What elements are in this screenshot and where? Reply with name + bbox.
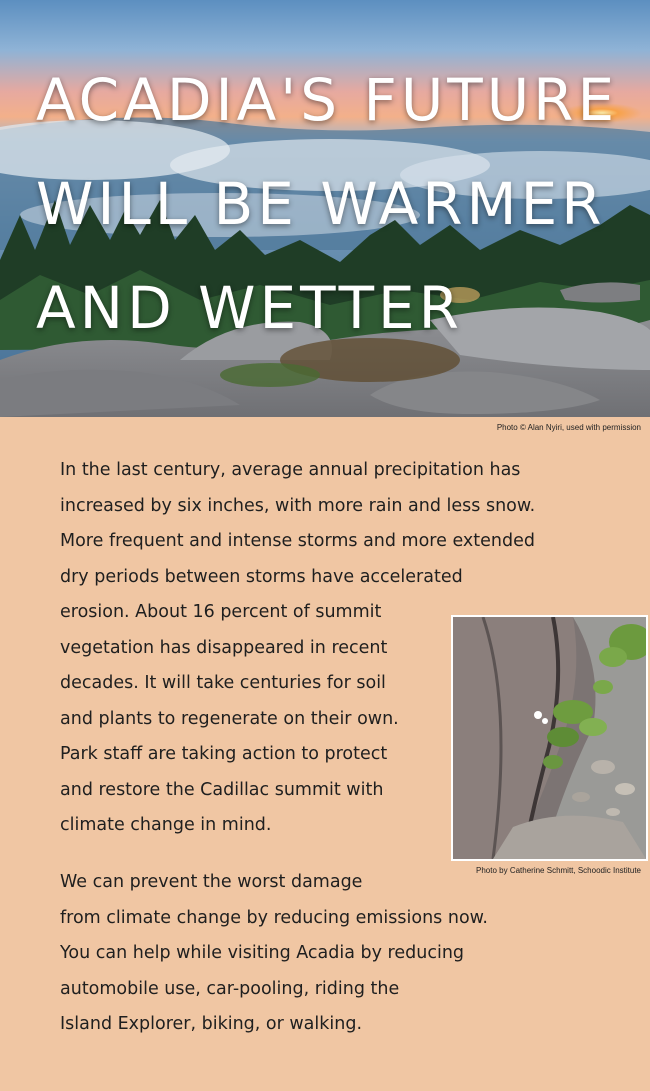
title-line: AND WETTER xyxy=(36,274,463,342)
text-line: Island Explorer, biking, or walking. xyxy=(60,1014,363,1034)
text-line: erosion. About 16 percent of summit xyxy=(60,602,382,622)
inset-photo xyxy=(451,615,648,861)
hero-photo xyxy=(0,0,650,417)
text-line: and plants to regenerate on their own. xyxy=(60,708,399,729)
paragraph-action xyxy=(60,865,488,1043)
summit-plants-illustration xyxy=(453,617,646,859)
text-line: and restore the Cadillac summit with xyxy=(60,779,384,800)
text-line: Park staff are taking action to protect xyxy=(60,744,388,764)
text-line: More frequent and intense storms and more extended xyxy=(60,531,535,551)
text-line: vegetation has disappeared in recent xyxy=(60,637,388,658)
page-title xyxy=(36,48,618,360)
text-line: increased by six inches, with more rain and less snow. xyxy=(60,495,536,516)
text-line: decades. It will take centuries for soil xyxy=(60,673,386,693)
title-line: WILL BE WARMER xyxy=(36,170,606,238)
text-line: climate change in mind. xyxy=(60,815,272,835)
hero-photo-credit: Photo © Alan Nyiri, used with permission xyxy=(496,423,641,432)
text-line: from climate change by reducing emissions now. xyxy=(60,907,488,928)
text-line: You can help while visiting Acadia by reducing xyxy=(60,943,465,963)
title-line: ACADIA'S FUTURE xyxy=(36,66,619,134)
text-line: In the last century, average annual precipitation has xyxy=(60,460,521,480)
text-line: dry periods between storms have accelerated xyxy=(60,566,463,587)
text-line: automobile use, car-pooling, riding the xyxy=(60,978,400,999)
inset-photo-credit: Photo by Catherine Schmitt, Schoodic Institute xyxy=(476,866,641,875)
text-line: We can prevent the worst damage xyxy=(60,872,363,892)
